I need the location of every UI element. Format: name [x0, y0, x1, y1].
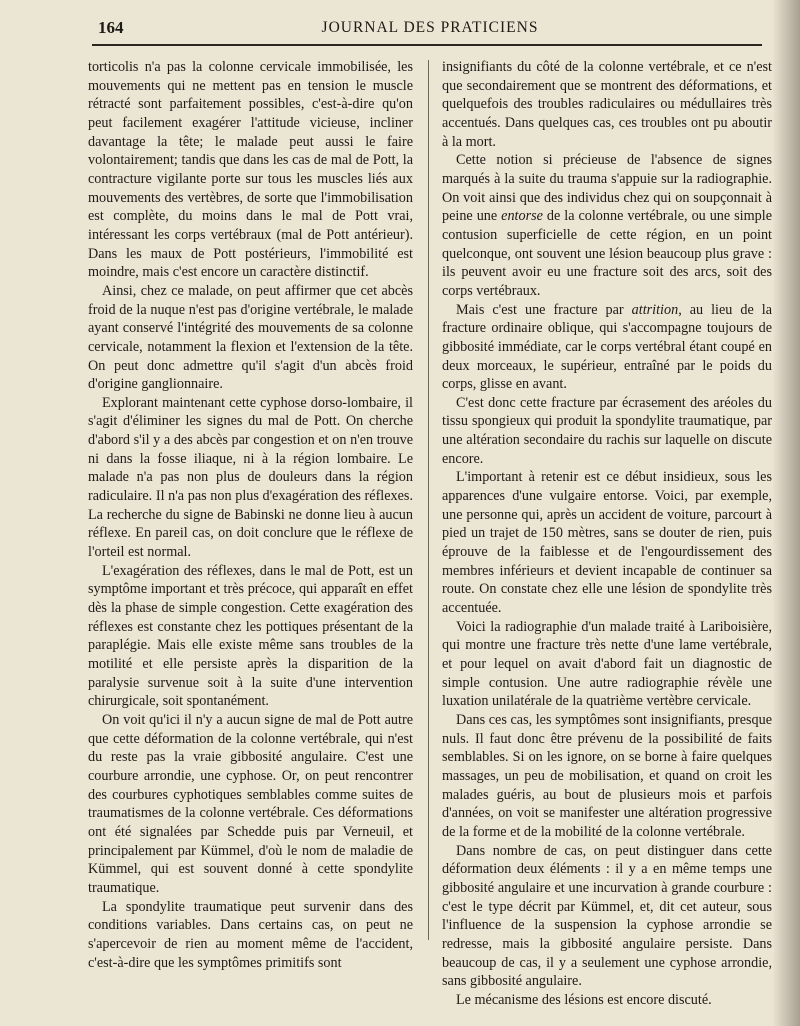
italic-term: entorse: [501, 208, 543, 225]
running-title: JOURNAL DES PRATICIENS: [321, 19, 539, 36]
text-run: Mais c'est une fracture par: [456, 301, 624, 318]
paragraph: On voit qu'ici il n'y a aucun signe de mal de Pott autre que cette déformation de la colonne vertébrale, qui n'est du reste pas la vraie gibbosité angulaire. C'est une courbure arrondie, une cyphose. Or, on peut rencontrer des courbures cyphotiques semblables comme suites de traumatismes de la colonne vertébrale. Ces déformations ont été signalées par Schedde puis par Verneuil, et principalement par Kümmel, d'où le nom de maladie de Kümmel, qui est souvent donné à cette spondylite traumatique.: [88, 711, 413, 896]
text-run: , au lieu de la fracture ordinaire oblique, qui s'accompagne toujours de gibbosité immédiate, car le corps vertébral étant coupé en deux morceaux, le supérieur, entraîné par le poids du corps, glisse en avant.: [442, 301, 773, 393]
paragraph: L'important à retenir est ce début insidieux, sous les apparences d'une vulgaire entorse. Voici, par exemple, une personne qui, après un accident de voiture, parcourt à pied un trajet de 150 mètres, sans se douter de rien, puis éprouve de la faiblesse et de l'engourdissement des membres inférieurs et devient incapable de continuer sa route. On constate chez elle une lésion de spondylite très accentuée.: [442, 469, 772, 617]
paragraph: C'est donc cette fracture par écrasement des aréoles du tissu spongieux qui produit la spondylite traumatique, par une altération secondaire du rachis sur laquelle on discute encore.: [442, 394, 772, 467]
paragraph: [442, 301, 772, 394]
page-number: 164: [98, 18, 124, 37]
paragraph: Explorant maintenant cette cyphose dorso-lombaire, il s'agit d'éliminer les signes du mal de Pott. On cherche d'abord s'il y a des abcès par congestion et on n'en trouve ni dans la fosse iliaque, ni à la région lombaire. Le malade n'a pas non plus de douleurs dans la région radiculaire. Il n'a pas non plus d'exagération des réflexes. La recherche du signe de Babinski ne donne lieu à aucun réflexe. En pareil cas, on doit conclure que le réflexe de l'orteil est normal.: [88, 394, 413, 561]
column-divider: [428, 60, 429, 940]
paragraph: La spondylite traumatique peut survenir dans des conditions variables. Dans certains cas, on peut ne s'apercevoir de rien au moment même de l'accident, c'est-à-dire que les symptômes primitifs sont: [88, 898, 413, 971]
paragraph: torticolis n'a pas la colonne cervicale immobilisée, les mouvements qui ne mettent pas en tension le muscle rétracté sont parfaitement possibles, c'est-à-dire qu'on peut facilement exagérer l'attitude vicieuse, incliner davantage la tête; le malade peut aussi le faire volontairement; tandis que dans les cas de mal de Pott, la contracture vigilante porte sur tous les muscles liés aux mouvements des vertèbres, de sorte que l'immobilisation est complète, du moins dans le mal de Pott vrai, intéressant les corps vertébraux (mal de Pott antérieur). Dans les maux de Pott postérieurs, l'immobilité est moindre, mais c'est encore un caractère distinctif.: [88, 59, 413, 281]
text-run: de la colonne vertébrale, ou une simple contusion superficielle de cette région, en un point quelconque, ont souvent une lésion beaucoup plus grave : ils peuvent avoir eu une fracture soit des arcs, soit des corps vertébraux.: [442, 208, 772, 299]
paragraph: Dans ces cas, les symptômes sont insignifiants, presque nuls. Il faut donc être prévenu de la possibilité de faits semblables. Si on les ignore, on se borne à faire quelques massages, un peu de mobilisation, et quand on croit les malades guéris, au bout de plusieurs mois et parfois d'années, on voit se manifester une altération progressive de la forme et de la mobilité de la colonne vertébrale.: [442, 711, 772, 840]
paragraph: L'exagération des réflexes, dans le mal de Pott, est un symptôme important et très précoce, qui apparaît en effet dès la phase de simple congestion. Cette exagération des réflexes est constante chez les pottiques présentant de la paraplégie. Mais elle existe même sans troubles de la motilité et elle persiste après la disparition de la paralysie survenue soit à la suite d'une intervention chirurgicale, soit spontanément.: [88, 562, 413, 710]
left-column: [88, 58, 413, 972]
page-edge-shadow: [772, 0, 800, 1026]
page-header: [90, 18, 770, 40]
paragraph: Ainsi, chez ce malade, on peut affirmer que cet abcès froid de la nuque n'est pas d'origine vertébrale, le malade ayant conservé l'intégrité des mouvements de sa colonne cervicale, notamment la flexion et l'extension de la tête. On peut donc admettre qu'il s'agit d'un abcès froid d'origine ganglionnaire.: [88, 282, 413, 393]
right-column: [442, 58, 772, 1009]
text-run: Cette notion si précieuse de l'absence de signes marqués à la suite du trauma s'appuie sur la radiographie. On voit ainsi que des individus chez qui on soupçonnait à peine une: [442, 152, 772, 225]
paragraph: [442, 151, 772, 300]
paragraph: Voici la radiographie d'un malade traité à Lariboisière, qui montre une fracture très nette d'une lame vertébrale, et pour lequel on avait d'abord fait un diagnostic de simple contusion. Une autre radiographie révèle une luxation unilatérale de la quatrième vertèbre cervicale.: [442, 618, 772, 710]
paragraph: Dans nombre de cas, on peut distinguer dans cette déformation deux éléments : il y a en même temps une gibbosité angulaire et une incurvation à grande courbure : c'est le type décrit par Kümmel, et, dit cet auteur, sous l'influence de la suspension la cyphose arrondie se redresse, mais la gibbosité angulaire persiste. Dans beaucoup de cas, il y a seulement une cyphose arrondie, sans gibbosité angulaire.: [442, 842, 772, 990]
italic-term: attrition: [631, 301, 679, 318]
paragraph: Le mécanisme des lésions est encore discuté.: [456, 991, 712, 1008]
paragraph: insignifiants du côté de la colonne vertébrale, et ce n'est que secondairement que se montrent des déformations, et quelquefois des troubles radiculaires ou médullaires très accentués. Dans quelques cas, ces troubles ont pu aboutir à la mort.: [442, 59, 772, 150]
header-rule: [92, 44, 762, 46]
